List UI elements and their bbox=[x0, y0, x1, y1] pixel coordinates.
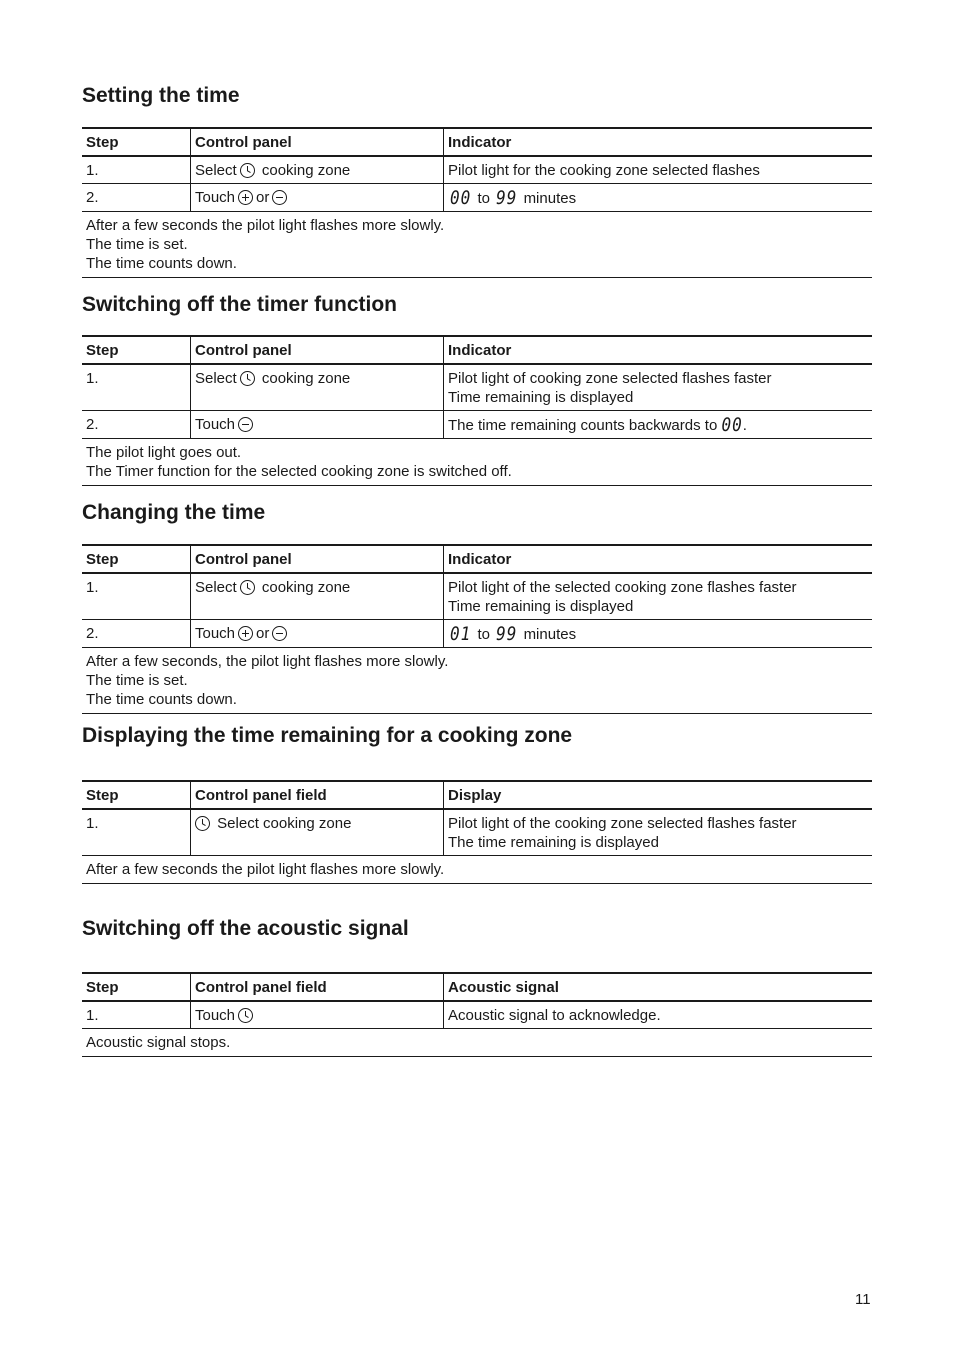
table-row bbox=[82, 620, 872, 648]
note-line: The Timer function for the selected cooking zone is switched off. bbox=[86, 463, 512, 480]
note-line: Acoustic signal stops. bbox=[86, 1034, 231, 1051]
header-step: Step bbox=[82, 781, 191, 809]
step-cell: 1. bbox=[82, 1001, 191, 1029]
step-cell: 1. bbox=[82, 809, 191, 856]
note-cell bbox=[82, 439, 872, 486]
table-row bbox=[82, 809, 872, 856]
indicator-text: to bbox=[477, 626, 490, 643]
table-row bbox=[82, 1001, 872, 1029]
control-text: or bbox=[256, 189, 270, 206]
note-line: After a few seconds, the pilot light flashes more slowly. bbox=[86, 653, 449, 670]
indicator-cell bbox=[444, 809, 873, 856]
timer-icon bbox=[238, 1008, 253, 1023]
table-row bbox=[82, 364, 872, 411]
control-text: cooking zone bbox=[261, 579, 351, 596]
indicator-text: . bbox=[742, 417, 747, 434]
section-title: Setting the time bbox=[82, 84, 240, 107]
control-text: Touch bbox=[195, 1007, 236, 1024]
display-digits: 00 bbox=[450, 186, 472, 209]
page-number: 11 bbox=[855, 1291, 871, 1308]
table-row bbox=[82, 573, 872, 620]
control-cell bbox=[191, 364, 444, 411]
timer-icon bbox=[240, 371, 255, 386]
header-indicator: Indicator bbox=[444, 128, 873, 156]
steps-table bbox=[82, 780, 872, 884]
section-title: Switching off the timer function bbox=[82, 293, 397, 316]
step-cell: 1. bbox=[82, 573, 191, 620]
indicator-line: Time remaining is displayed bbox=[448, 598, 634, 615]
indicator-line: Pilot light of the selected cooking zone flashes faster bbox=[448, 579, 797, 596]
control-text: Touch bbox=[195, 416, 236, 433]
control-text: cooking zone bbox=[261, 162, 351, 179]
header-acoustic-signal: Acoustic signal bbox=[444, 973, 873, 1001]
step-cell: 2. bbox=[82, 411, 191, 439]
indicator-text: The time remaining counts backwards to bbox=[448, 417, 718, 434]
note-line: The pilot light goes out. bbox=[86, 444, 242, 461]
steps-table bbox=[82, 544, 872, 714]
indicator-cell: Acoustic signal to acknowledge. bbox=[444, 1001, 873, 1029]
indicator-cell bbox=[444, 411, 873, 439]
header-control-panel: Control panel bbox=[191, 545, 444, 573]
note-line: The time is set. bbox=[86, 236, 188, 253]
control-cell bbox=[191, 156, 444, 184]
note-line: After a few seconds the pilot light flashes more slowly. bbox=[86, 861, 445, 878]
control-cell bbox=[191, 620, 444, 648]
control-text: cooking zone bbox=[261, 370, 351, 387]
plus-icon bbox=[238, 190, 253, 205]
indicator-text: to bbox=[477, 190, 490, 207]
note-cell bbox=[82, 648, 872, 714]
indicator-cell bbox=[444, 620, 873, 648]
indicator-text: minutes bbox=[523, 626, 577, 643]
note-line: The time counts down. bbox=[86, 255, 237, 272]
note-row bbox=[82, 212, 872, 278]
header-control-panel: Control panel bbox=[191, 336, 444, 364]
indicator-cell bbox=[444, 364, 873, 411]
control-text: Touch bbox=[195, 189, 236, 206]
note-line: After a few seconds the pilot light flashes more slowly. bbox=[86, 217, 445, 234]
step-cell: 2. bbox=[82, 184, 191, 212]
indicator-line: Time remaining is displayed bbox=[448, 389, 634, 406]
section-title: Displaying the time remaining for a cooking zone bbox=[82, 724, 573, 747]
header-indicator: Indicator bbox=[444, 336, 873, 364]
section-title: Switching off the acoustic signal bbox=[82, 917, 409, 940]
display-digits: 00 bbox=[721, 413, 743, 436]
control-text: Touch bbox=[195, 625, 236, 642]
indicator-text: minutes bbox=[523, 190, 577, 207]
header-step: Step bbox=[82, 545, 191, 573]
note-row bbox=[82, 1029, 872, 1057]
indicator-cell: Pilot light for the cooking zone selected flashes bbox=[444, 156, 873, 184]
display-digits: 99 bbox=[496, 186, 518, 209]
display-digits: 99 bbox=[496, 622, 518, 645]
steps-table bbox=[82, 972, 872, 1057]
note-cell bbox=[82, 1029, 872, 1057]
indicator-cell bbox=[444, 184, 873, 212]
control-text: Select bbox=[195, 370, 237, 387]
header-step: Step bbox=[82, 128, 191, 156]
timer-icon bbox=[240, 163, 255, 178]
steps-table bbox=[82, 127, 872, 278]
display-digits: 01 bbox=[450, 622, 472, 645]
step-cell: 2. bbox=[82, 620, 191, 648]
step-cell: 1. bbox=[82, 364, 191, 411]
header-indicator: Indicator bbox=[444, 545, 873, 573]
minus-icon bbox=[238, 417, 253, 432]
step-cell: 1. bbox=[82, 156, 191, 184]
control-cell bbox=[191, 809, 444, 856]
indicator-line: Pilot light of cooking zone selected flashes faster bbox=[448, 370, 772, 387]
indicator-cell bbox=[444, 573, 873, 620]
header-step: Step bbox=[82, 973, 191, 1001]
note-cell bbox=[82, 856, 872, 884]
timer-icon bbox=[240, 580, 255, 595]
table-row bbox=[82, 411, 872, 439]
header-control-panel-field: Control panel field bbox=[191, 973, 444, 1001]
control-cell bbox=[191, 573, 444, 620]
note-line: The time counts down. bbox=[86, 691, 237, 708]
control-cell bbox=[191, 1001, 444, 1029]
plus-icon bbox=[238, 626, 253, 641]
note-cell bbox=[82, 212, 872, 278]
control-cell bbox=[191, 411, 444, 439]
header-control-panel-field: Control panel field bbox=[191, 781, 444, 809]
header-control-panel: Control panel bbox=[191, 128, 444, 156]
header-display: Display bbox=[444, 781, 873, 809]
header-step: Step bbox=[82, 336, 191, 364]
control-cell bbox=[191, 184, 444, 212]
minus-icon bbox=[272, 626, 287, 641]
note-row bbox=[82, 856, 872, 884]
section-title: Changing the time bbox=[82, 501, 266, 524]
steps-table bbox=[82, 335, 872, 486]
indicator-line: The time remaining is displayed bbox=[448, 834, 659, 851]
table-row bbox=[82, 156, 872, 184]
note-row bbox=[82, 648, 872, 714]
control-text: Select cooking zone bbox=[217, 815, 352, 832]
table-row bbox=[82, 184, 872, 212]
control-text: Select bbox=[195, 162, 237, 179]
control-text: Select bbox=[195, 579, 237, 596]
minus-icon bbox=[272, 190, 287, 205]
note-line: The time is set. bbox=[86, 672, 188, 689]
control-text: or bbox=[256, 625, 270, 642]
indicator-line: Pilot light of the cooking zone selected flashes faster bbox=[448, 815, 797, 832]
timer-icon bbox=[195, 816, 210, 831]
note-row bbox=[82, 439, 872, 486]
